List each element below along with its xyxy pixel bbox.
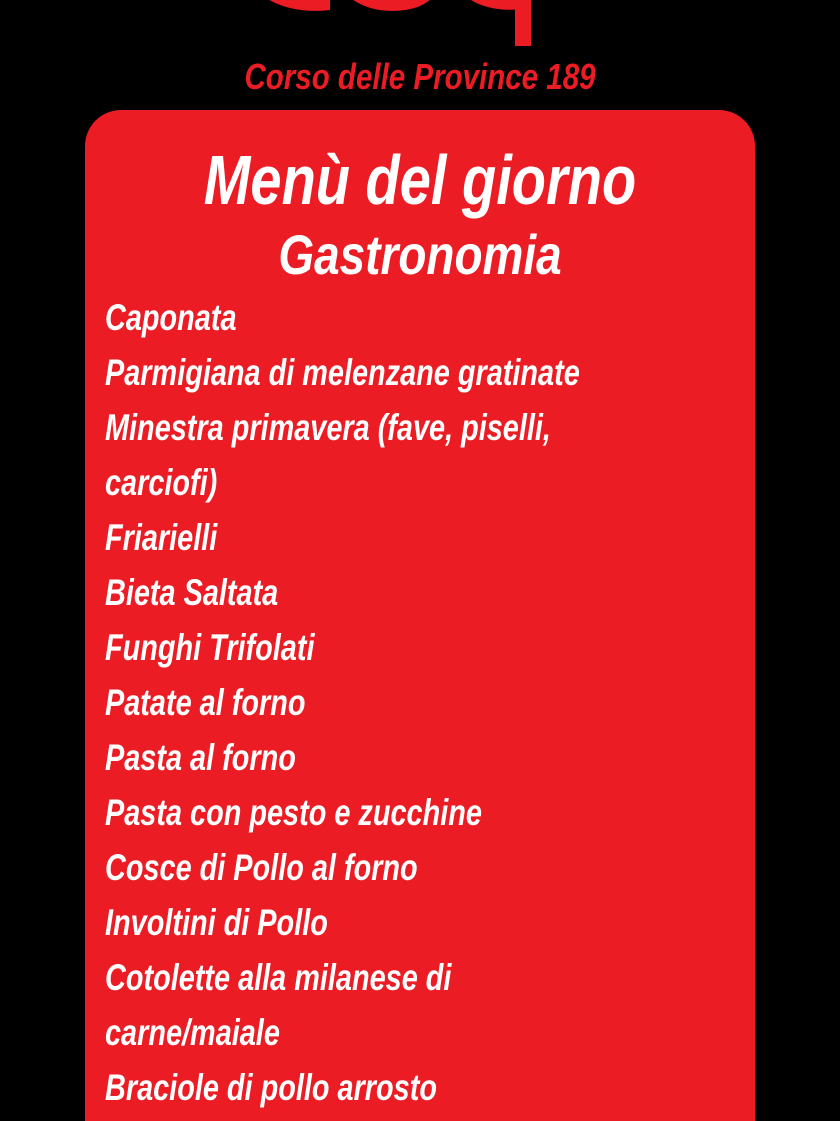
menu-item: Patate al forno — [105, 682, 306, 723]
store-address: Corso delle Province 189 — [244, 56, 596, 97]
menu-item: Minestra primavera (fave, piselli, — [105, 407, 551, 448]
menu-item: Pasta al forno — [105, 737, 296, 778]
menu-item: Pasta con pesto e zucchine — [105, 792, 482, 833]
menu-item: Cotolette alla milanese di — [105, 957, 452, 998]
menu-item: Cosce di Pollo al forno — [105, 847, 418, 888]
menu-title: Menù del giorno — [203, 141, 637, 219]
menu-item: Involtini di Pollo — [105, 902, 328, 943]
menu-item: Caponata — [105, 297, 237, 338]
menu-subtitle: Gastronomia — [278, 223, 562, 286]
menu-card — [85, 110, 755, 1121]
menu-item-continuation: carne/maiale — [105, 1012, 280, 1053]
menu-item: Braciole di pollo arrosto — [105, 1067, 437, 1108]
menu-item: Parmigiana di melenzane gratinate — [105, 352, 580, 393]
menu-item: Bieta Saltata — [105, 572, 279, 613]
menu-item: Friarielli — [105, 517, 218, 558]
coop-logo-icon — [230, 0, 610, 46]
menu-item-continuation: carciofi) — [105, 462, 218, 503]
menu-item: Funghi Trifolati — [105, 627, 315, 668]
menu-list — [105, 290, 755, 1115]
